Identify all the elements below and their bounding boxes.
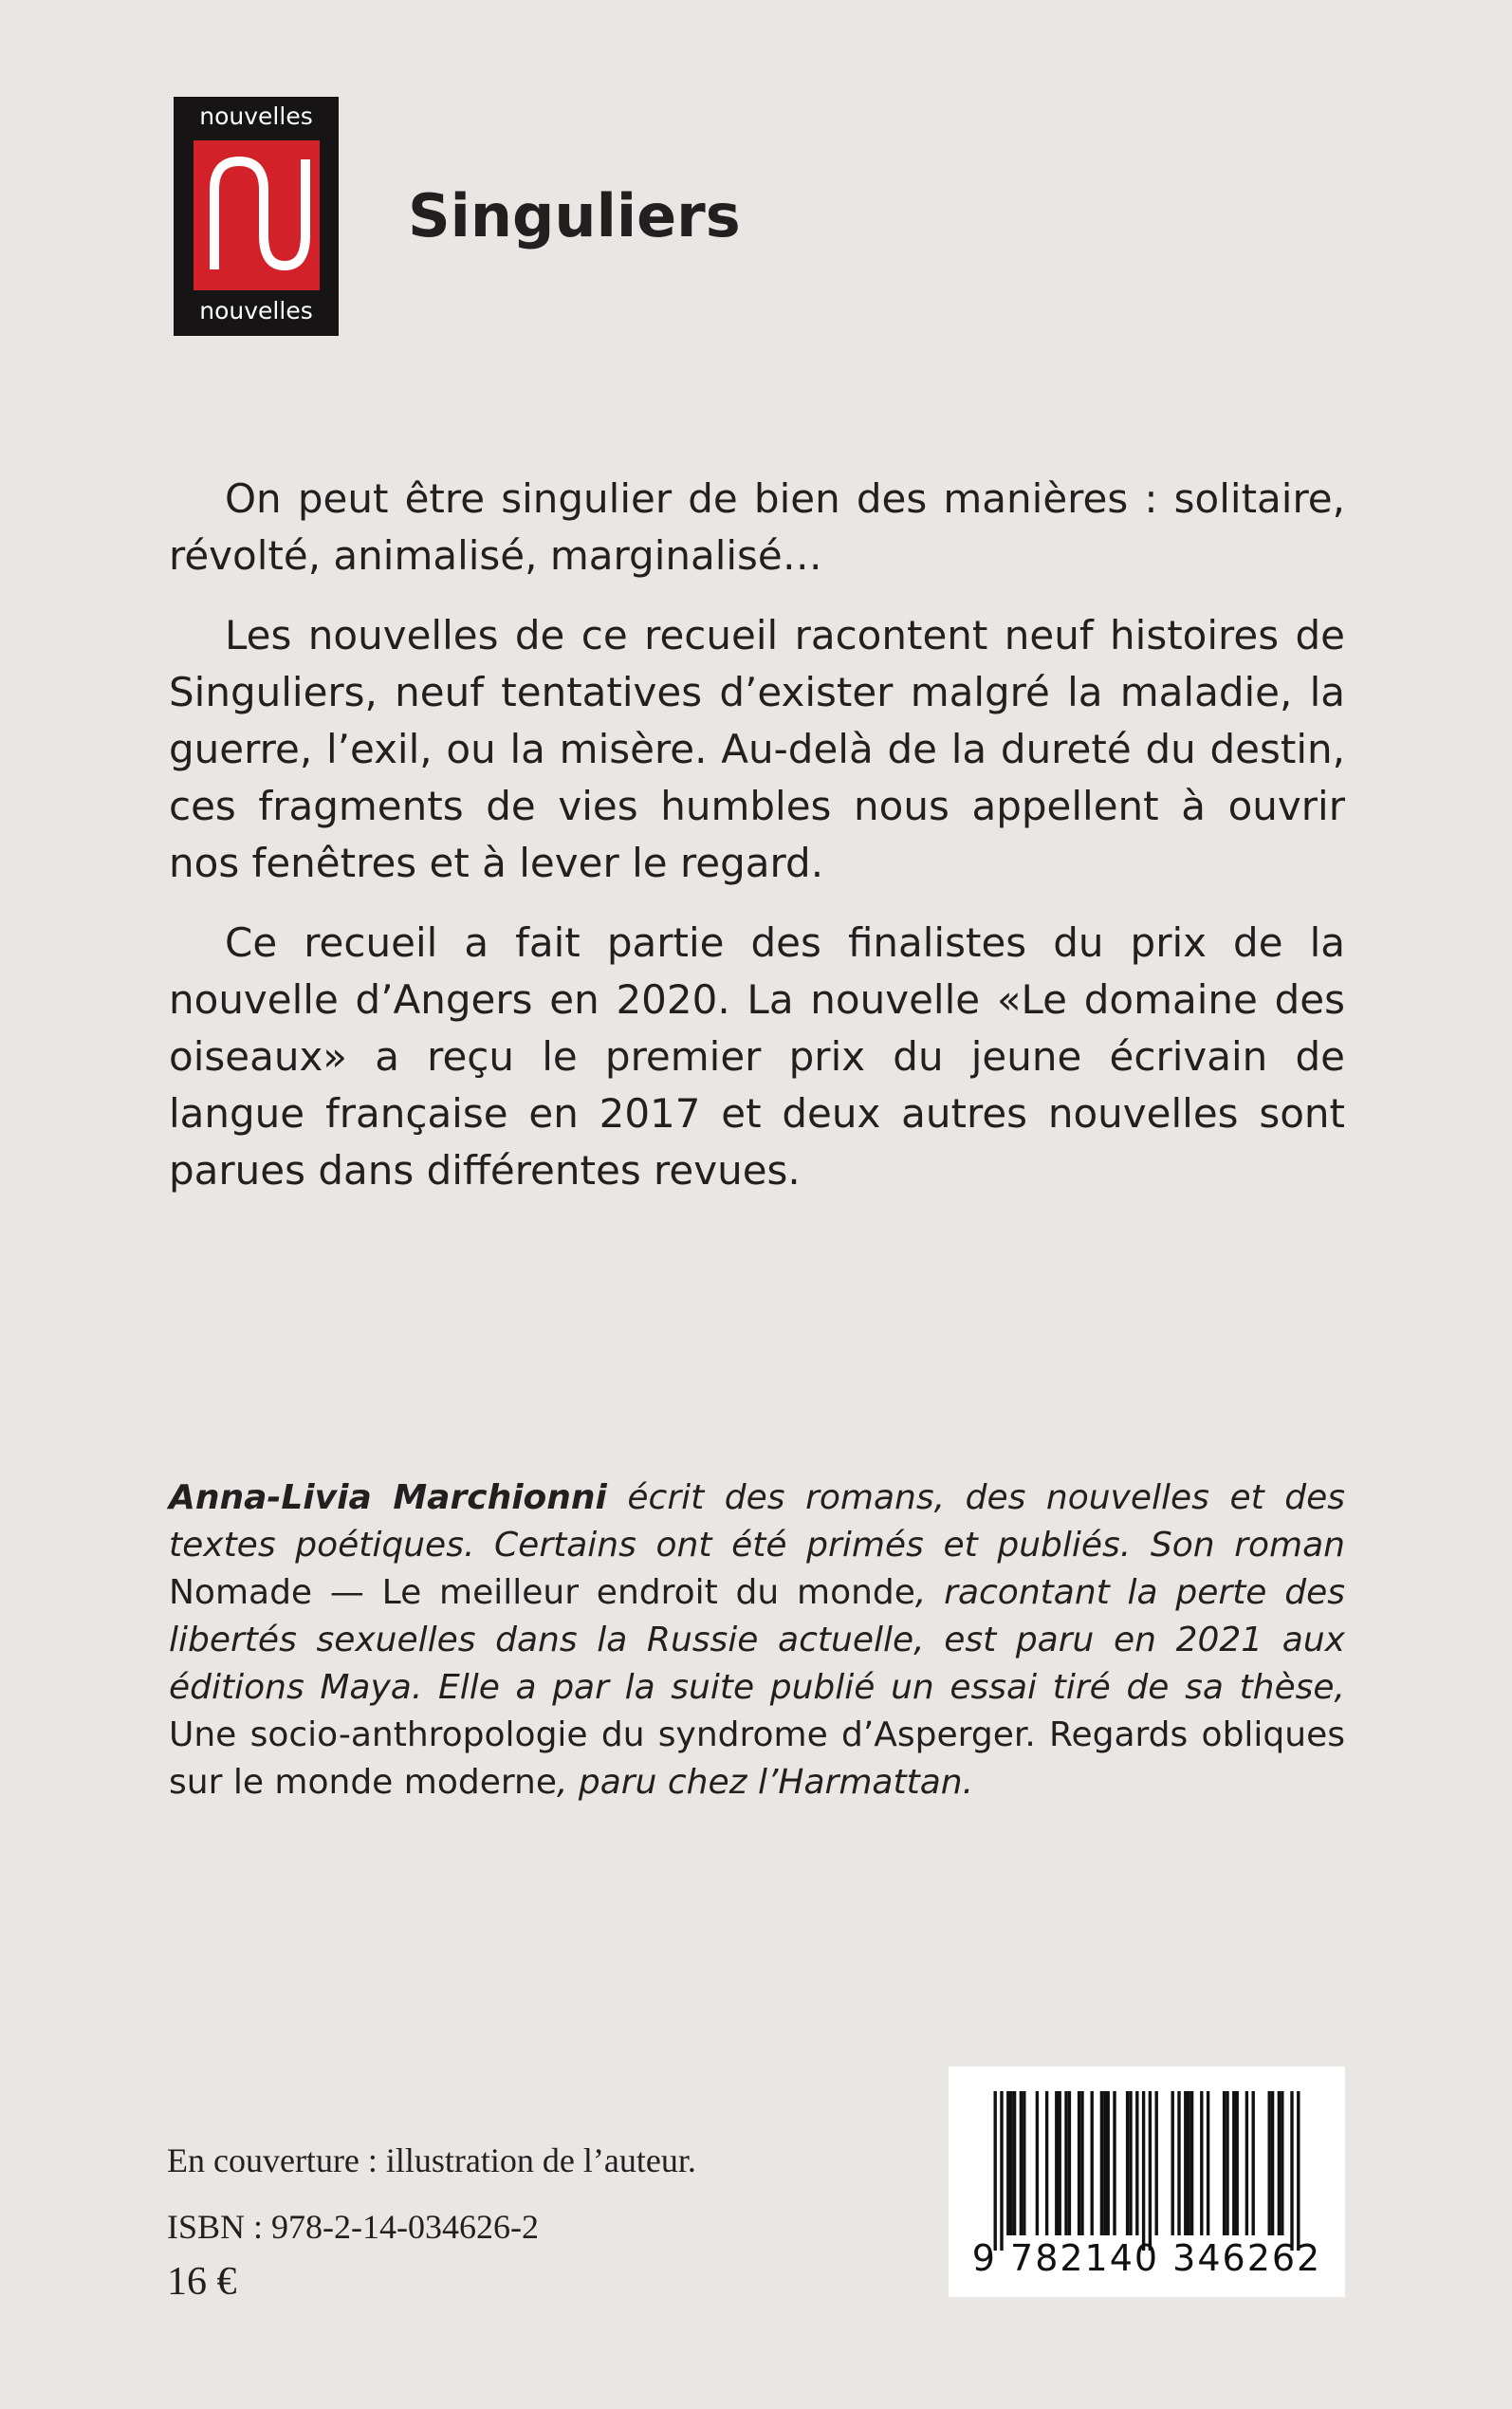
blurb-paragraph: Les nouvelles de ce recueil racontent neuf histoires de Singuliers, neuf tentatives d’exister malgré la maladie, la guerre, l’exil, ou la misère. Au-delà de la dureté du destin, ces fragments de vies humbles nous appellent à ouvrir nos fenêtres et à lever le regard.	[169, 612, 1345, 886]
barcode-bar	[1013, 2091, 1016, 2235]
barcode-bar	[1006, 2091, 1009, 2235]
nu-monogram-icon	[194, 140, 320, 290]
barcode-bar	[994, 2091, 997, 2251]
barcode-bar	[1207, 2091, 1209, 2235]
blurb	[169, 471, 1345, 1222]
blurb-paragraph: Ce recueil a fait partie des finalistes du prix de la nouvelle d’Angers en 2020. La nouvelle «Le domaine des oiseaux» a reçu le premier prix du jeune écrivain de langue française en 2017 et deux autres nouvelles sont parues dans différentes revues.	[169, 919, 1345, 1194]
barcode-bar	[1278, 2091, 1281, 2235]
cover-credit: En couverture : illustration de l’auteur.	[167, 2141, 696, 2179]
barcode-bar	[1155, 2091, 1158, 2235]
barcode-bar	[1271, 2091, 1274, 2235]
book-title: Une socio-anthropologie du syndrome d’Asperger. Regards obliques sur le monde moderne	[169, 1715, 1345, 1802]
blurb-paragraph: On peut être singulier de bien des manières : solitaire, révolté, animalisé, marginalisé…	[169, 475, 1345, 579]
barcode-bar	[1078, 2091, 1080, 2235]
barcode-bar	[1135, 2091, 1138, 2235]
barcode-bar	[1055, 2091, 1058, 2235]
author-bio	[169, 1474, 1345, 1807]
barcode-bar	[1188, 2091, 1190, 2235]
isbn: ISBN : 978-2-14-034626-2	[167, 2208, 539, 2246]
barcode-bar	[1245, 2091, 1248, 2235]
barcode-bar	[1064, 2091, 1067, 2235]
bio-text: écrit des romans, des nouvelles et des textes poétiques. Certains ont été primés et publiés. Son roman	[169, 1478, 1346, 1565]
barcode-bar	[1107, 2091, 1110, 2235]
barcode-bar	[1297, 2091, 1300, 2251]
logo-bottom-text: nouvelles	[199, 297, 313, 324]
barcode-bar	[1113, 2091, 1116, 2235]
book-title: Nomade — Le meilleur endroit du monde	[169, 1573, 915, 1612]
series-title: Singuliers	[408, 181, 741, 250]
barcode-bar	[1091, 2091, 1094, 2235]
barcode-bar	[1232, 2091, 1235, 2235]
barcode-bar	[1010, 2091, 1013, 2235]
barcode-digits: 9 782140 346262	[971, 2237, 1322, 2279]
barcode-bar	[1171, 2091, 1174, 2235]
barcode-bar	[1036, 2091, 1039, 2235]
barcode-bar	[1000, 2091, 1003, 2251]
barcode-bar	[1223, 2091, 1226, 2235]
barcode-bar	[1200, 2091, 1203, 2235]
logo-red-panel	[194, 140, 320, 290]
barcode-bar	[1190, 2091, 1193, 2235]
barcode-bar	[1129, 2091, 1132, 2235]
barcode-bar	[1149, 2091, 1152, 2251]
barcode-bar	[1103, 2091, 1106, 2235]
author-name: Anna-Livia Marchionni	[169, 1478, 607, 1517]
bio-text: , racontant la perte des libertés sexuelles dans la Russie actuelle, est paru en 2021 aux éditions Maya. Elle a par la suite publié un essai tiré de sa thèse,	[169, 1573, 1345, 1707]
barcode-bar	[1177, 2091, 1180, 2235]
barcode-bar	[1080, 2091, 1083, 2235]
price: 16 €	[167, 2260, 237, 2304]
logo-top-text: nouvelles	[199, 102, 313, 130]
barcode-bar	[1100, 2091, 1103, 2235]
barcode-bar	[1252, 2091, 1255, 2235]
barcode-bar	[1068, 2091, 1071, 2235]
barcode-bar	[1059, 2091, 1061, 2235]
barcode-bar	[1290, 2091, 1293, 2251]
barcode-bar	[1045, 2091, 1048, 2235]
barcode-bar	[1126, 2091, 1129, 2235]
bio-text: , paru chez l’Harmattan.	[557, 1763, 974, 1802]
publisher-logo	[174, 97, 339, 336]
barcode-bar	[1184, 2091, 1187, 2235]
barcode-bar	[1236, 2091, 1239, 2235]
barcode-bar	[1142, 2091, 1145, 2251]
barcode-bar	[1281, 2091, 1283, 2235]
barcode-bar	[1023, 2091, 1025, 2235]
barcode-bar	[1268, 2091, 1271, 2235]
barcode-bar	[1226, 2091, 1228, 2235]
barcode	[949, 2066, 1345, 2297]
barcode-bar	[1020, 2091, 1023, 2235]
